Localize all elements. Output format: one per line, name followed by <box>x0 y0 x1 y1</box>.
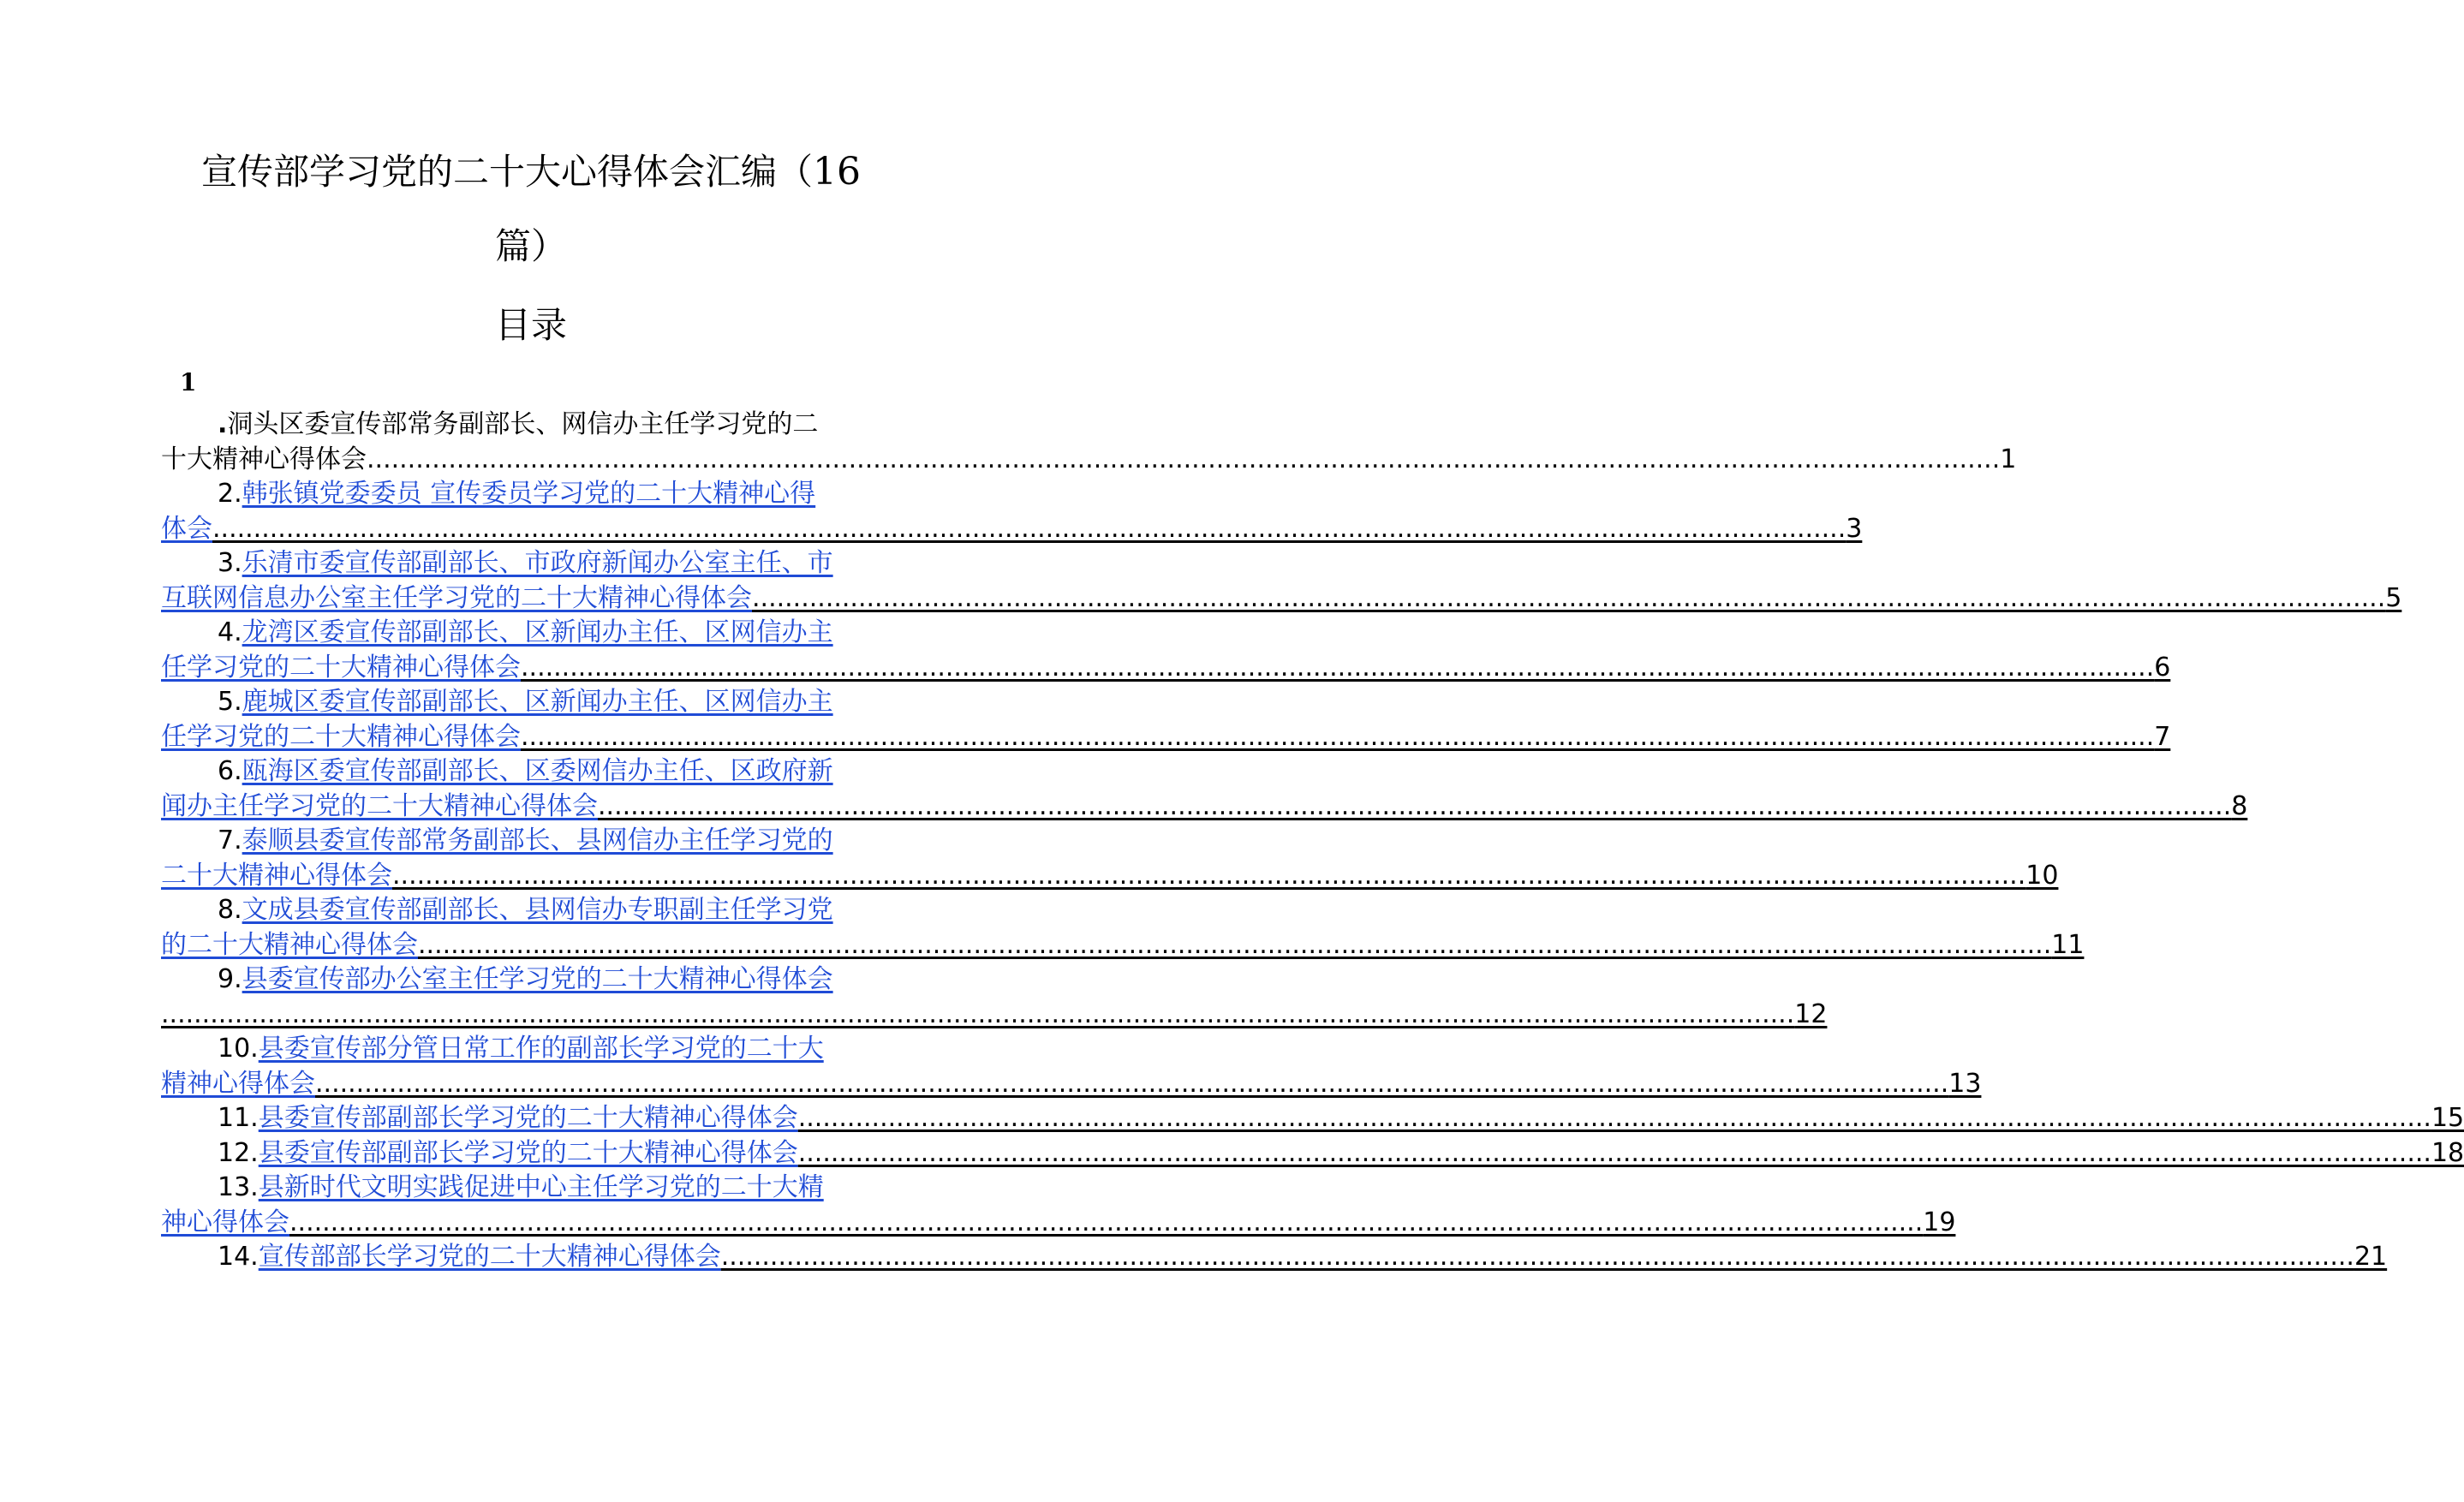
toc-leader-dots: ........................................................................................................................................................................................................ <box>315 1068 1949 1099</box>
toc-leader-dots: ........................................................................................................................................................................................................ <box>392 860 2026 891</box>
toc-entry-number: . <box>218 409 228 439</box>
toc-entry[interactable] <box>161 477 1863 546</box>
toc-entry[interactable] <box>161 546 2402 616</box>
toc-entry-number: 9. <box>218 964 242 994</box>
toc-leader-dots: ........................................................................................................................................................................................................ <box>161 998 1795 1029</box>
toc-entry-title: 洞头区委宣传部常务副部长、网信办主任学习党的二 <box>227 409 819 439</box>
toc-entry-number: 10. <box>218 1034 259 1064</box>
toc-page-number: 6 <box>2154 652 2171 682</box>
toc-entry[interactable] <box>161 685 2171 754</box>
toc-page-number: 21 <box>2354 1242 2388 1272</box>
toc-entry-title-cont[interactable]: 二十大精神心得体会 <box>161 860 392 891</box>
toc-page-number: 5 <box>2385 582 2402 613</box>
toc-leader-dots: ........................................................................................................................................................................................................ <box>598 790 2232 821</box>
title-text: 宣传部学习党的二十大心得体会汇编（ <box>200 151 813 193</box>
toc-entry-title[interactable]: 县新时代文明实践促进中心主任学习党的二十大精 <box>258 1172 824 1202</box>
toc-entry-title-cont[interactable]: 互联网信息办公室主任学习党的二十大精神心得体会 <box>161 582 752 613</box>
toc-page-number: 12 <box>1794 998 1828 1029</box>
toc-page-number: 15 <box>2431 1103 2464 1133</box>
toc-entry-number: 7. <box>218 826 242 855</box>
toc-entry[interactable] <box>161 1136 2464 1171</box>
toc-leader-dots: ........................................................................................................................................................................................................ <box>797 1137 2431 1168</box>
toc-entry-title[interactable]: 宣传部部长学习党的二十大精神心得体会 <box>258 1242 721 1272</box>
toc-entry-number: 12. <box>218 1137 259 1168</box>
document-title <box>0 151 1062 194</box>
toc-entry[interactable] <box>161 616 2171 685</box>
toc-leader-dots: ........................................................................................................................................................................................................ <box>521 721 2155 752</box>
toc-entry-title[interactable]: 县委宣传部副部长学习党的二十大精神心得体会 <box>258 1137 798 1168</box>
toc-entry-number: 3. <box>218 548 242 578</box>
toc-entry-number: 14. <box>218 1242 259 1272</box>
toc-entry-title-cont: 十大精神心得体会 <box>161 444 367 474</box>
toc-entry-title[interactable]: 县委宣传部分管日常工作的副部长学习党的二十大 <box>258 1034 824 1064</box>
toc-leader-dots: ........................................................................................................................................................................................................ <box>521 652 2155 682</box>
toc-page-number: 1 <box>2000 444 2017 474</box>
toc-entry-title[interactable]: 乐清市委宣传部副部长、市政府新闻办公室主任、市 <box>242 548 833 578</box>
toc-leader-dots: ........................................................................................................................................................................................................ <box>367 444 2001 474</box>
toc-page-number: 7 <box>2154 721 2171 752</box>
toc-page-number: 3 <box>1846 513 1863 544</box>
toc-entry[interactable] <box>161 1101 2464 1136</box>
toc-page-number: 18 <box>2431 1137 2464 1168</box>
toc-entry-title[interactable]: 龙湾区委宣传部副部长、区新闻办主任、区网信办主 <box>242 617 833 647</box>
toc-leader-dots: ........................................................................................................................................................................................................ <box>752 582 2386 613</box>
toc-entry[interactable] <box>161 754 2248 824</box>
toc-entry-title-cont[interactable]: 精神心得体会 <box>161 1068 315 1099</box>
toc-entry-title-cont[interactable]: 任学习党的二十大精神心得体会 <box>161 652 521 682</box>
toc-entry[interactable] <box>161 963 1828 1032</box>
toc-leader-dots: ........................................................................................................................................................................................................ <box>418 929 2052 960</box>
toc-entry-title-cont[interactable]: 体会 <box>161 513 212 544</box>
toc-page-number: 10 <box>2025 860 2059 891</box>
toc-page-number: 11 <box>2051 929 2085 960</box>
toc-entry[interactable] <box>161 1240 2388 1275</box>
first-entry-number: 1 <box>180 368 197 396</box>
toc-entry <box>161 408 2017 477</box>
toc-entry-number: 13. <box>218 1172 259 1202</box>
toc-entry-number: 2. <box>218 479 242 509</box>
toc-leader-dots: ........................................................................................................................................................................................................ <box>797 1103 2431 1133</box>
toc-page-number: 13 <box>1948 1068 1982 1099</box>
document-title-cont: 篇） <box>494 225 567 267</box>
toc-entry-title[interactable]: 韩张镇党委委员 宣传委员学习党的二十大精神心得 <box>242 479 816 509</box>
toc-leader-dots: ........................................................................................................................................................................................................ <box>212 513 1847 544</box>
toc-leader-dots: ........................................................................................................................................................................................................ <box>289 1207 1924 1237</box>
toc-entry-title[interactable]: 文成县委宣传部副部长、县网信办专职副主任学习党 <box>242 895 833 925</box>
toc-entry-title[interactable]: 鹿城区委宣传部副部长、区新闻办主任、区网信办主 <box>242 687 833 717</box>
toc-entry-number: 6. <box>218 756 242 786</box>
toc-page-number: 8 <box>2231 790 2248 821</box>
toc-heading: 目录 <box>494 304 567 346</box>
toc-entry-number: 5. <box>218 687 242 717</box>
toc-entry-number: 4. <box>218 617 242 647</box>
toc-entry-title[interactable]: 县委宣传部副部长学习党的二十大精神心得体会 <box>258 1103 798 1133</box>
toc-entry[interactable] <box>161 824 2059 893</box>
toc-entry-title[interactable]: 县委宣传部办公室主任学习党的二十大精神心得体会 <box>242 964 833 994</box>
toc-page-number: 19 <box>1923 1207 1956 1237</box>
toc-entry[interactable] <box>161 1171 1956 1240</box>
toc-leader-dots: ........................................................................................................................................................................................................ <box>720 1242 2354 1272</box>
toc-entry-number: 11. <box>218 1103 259 1133</box>
table-of-contents <box>161 408 2464 1275</box>
toc-entry[interactable] <box>161 893 2085 963</box>
toc-entry-title[interactable]: 瓯海区委宣传部副部长、区委网信办主任、区政府新 <box>242 756 833 786</box>
title-count: 16 <box>813 150 861 194</box>
toc-entry-title-cont[interactable]: 神心得体会 <box>161 1207 289 1237</box>
toc-entry-title[interactable]: 泰顺县委宣传部常务副部长、县网信办主任学习党的 <box>242 826 833 855</box>
toc-entry-title-cont[interactable]: 任学习党的二十大精神心得体会 <box>161 721 521 752</box>
toc-entry-title-cont[interactable]: 的二十大精神心得体会 <box>161 929 418 960</box>
toc-entry-title-cont[interactable]: 闻办主任学习党的二十大精神心得体会 <box>161 790 598 821</box>
toc-entry[interactable] <box>161 1032 1982 1101</box>
toc-entry-number: 8. <box>218 895 242 925</box>
